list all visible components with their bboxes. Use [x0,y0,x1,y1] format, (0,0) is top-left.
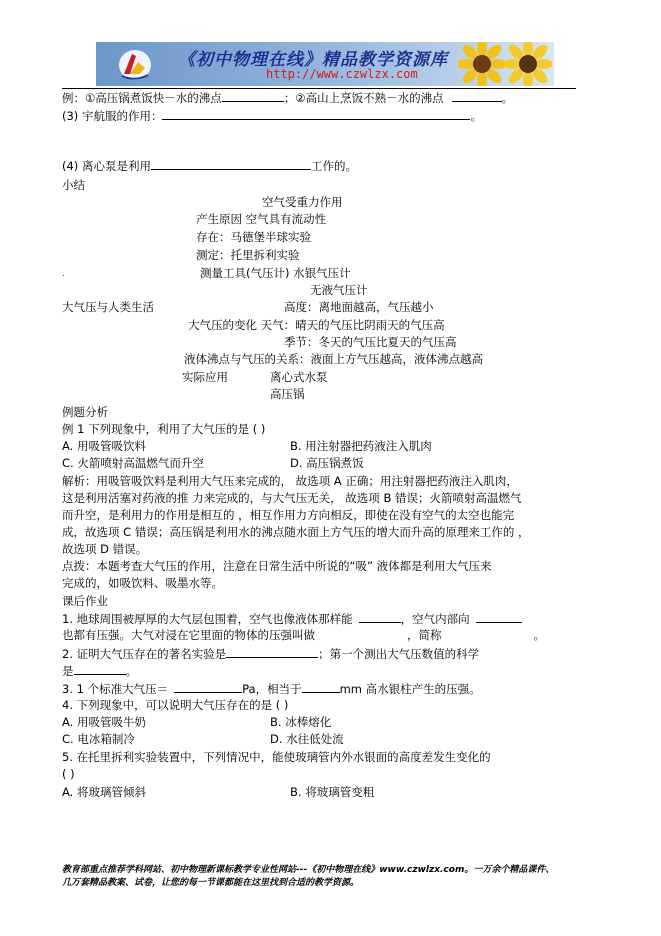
q5-answer-bracket: ( ) [62,767,75,781]
answer-blank [174,681,242,693]
homework-q2-cont: 是 。 [62,664,137,678]
stray-mark: . [62,269,65,278]
header-rule [62,88,576,89]
q5-option-b: B. 将玻璃管变粗 [290,785,375,799]
example-boiling-line: 例：①高压锅煮饭快－水的沸点 ；②高山上烹饭不熟－水的沸点 。 [62,91,514,105]
example-question: 例 1 下列现象中，利用了大气压的是 ( ) [62,422,266,436]
option-b: B. 用注射器把药液注入肌肉 [290,439,432,453]
answer-blank [162,108,470,120]
summary-item: 实际应用 [182,370,228,384]
homework-q4: 4. 下列现象中，可以说明大气压存在的是 ( ) [62,698,289,712]
option-a: A. 用吸管吸饮料 [62,439,146,453]
homework-q5: 5. 在托里拆利实验装置中，下列情况中，能使玻璃管内外水银面的高度差发生变化的 [62,750,491,764]
tip-line: 完成的，如吸饮料、吸墨水等。 [62,576,223,590]
example-heading: 例题分析 [62,405,108,419]
summary-item: 液体沸点与气压的关系：液面上方气压越高，液体沸点越高 [184,352,483,366]
homework-q1-cont: 也都有压强。大气对浸在它里面的物体的压强叫做 ，简称 。 [62,628,545,642]
banner-title: 《初中物理在线》精品教学资源库 [178,50,448,70]
banner-url: http://www.czwlzx.com [266,67,418,81]
q5-option-a: A. 将玻璃管倾斜 [62,785,146,799]
q4-option-c: C. 电冰箱制冷 [62,732,135,746]
explanation-line: 解析：用吸管吸饮料是利用大气压来完成的， 故选项 A 正确；用注射器把药液注入肌肉， [62,474,518,488]
explanation-line: 成，故选项 C 错误；高压锅是利用水的沸点随水面上方气压的增大而升高的原理来工作的 ， [62,525,530,539]
summary-item: 无液气压计 [310,283,368,297]
summary-item: 离心式水泵 [270,370,328,384]
answer-blank [452,90,502,102]
summary-item: 高压锅 [270,387,305,401]
answer-blank [222,90,284,102]
summary-item: 高度：离地面越高，气压越小 [284,300,434,314]
summary-heading: 小结 [62,178,85,192]
q4-option-a: A. 用吸管吸牛奶 [62,715,146,729]
q4-option-b: B. 冰棒熔化 [270,715,332,729]
summary-item: 测量工具(气压计) 水银气压计 [200,266,351,280]
spacesuit-line: (3) 宇航服的作用： 。 [62,109,482,123]
homework-q1: 1. 地球周围被厚厚的大气层包围着，空气也像液体那样能 ，空气内部向 [62,611,522,627]
tip-line: 点拨：本题考查大气压的作用，注意在日常生活中所说的“吸” 液体都是利用大气压来 [62,559,492,573]
centrifugal-pump-line: (4) 离心泵是利用 工作的。 [62,159,357,173]
answer-blank [359,611,401,623]
sunflower-icon [504,42,552,86]
answer-blank [476,611,522,623]
answer-blank [302,681,340,693]
option-c: C. 火箭喷射高温燃气而升空 [62,456,204,470]
answer-blank [74,663,126,675]
summary-item: 季节：冬天的气压比夏天的气压高 [284,335,457,349]
explanation-line: 这是利用活塞对药液的推 力来完成的，与大气压无关， 故选项 B 错误；火箭喷射高温燃气 [62,491,522,505]
summary-item: 存在：马德堡半球实验 [196,230,311,244]
homework-q2: 2. 证明大气压存在的著名实验是 ；第一个测出大气压数值的科学 [62,647,480,661]
summary-item: 空气受重力作用 [262,195,343,209]
homework-heading: 课后作业 [62,594,108,608]
footer-line: 几万套精品教案、试卷，让您的每一节课都能在这里找到合适的教学资源。 [62,878,360,888]
summary-item: 测定：托里拆利实验 [196,248,300,262]
site-logo-icon [118,48,152,82]
explanation-line: 而升空，是利用力的作用是相互的 ，相互作用力方向相反，即使在没有空气的太空也能完 [62,508,515,522]
summary-item: 大气压与人类生活 [62,300,154,314]
homework-q3: 3. 1 个标准大气压＝ Pa，相当于 mm 高水银柱产生的压强。 [62,682,481,696]
answer-blank [151,158,311,170]
sunflower-icon [458,42,506,86]
summary-item: 产生原因 空气具有流动性 [196,212,327,226]
header-banner [96,42,554,86]
footer-line: 教育部重点推荐学科网站、初中物理新课标教学专业性网站---《初中物理在线》www.czwlzx.com。一万余个精品课件、 [62,865,555,875]
option-d: D. 高压锅煮饭 [290,456,364,470]
q4-option-d: D. 水往低处流 [270,732,344,746]
summary-item: 大气压的变化 天气：晴天的气压比阴雨天的气压高 [188,318,445,332]
answer-blank [226,646,318,658]
explanation-line: 故选项 D 错误。 [62,542,148,556]
